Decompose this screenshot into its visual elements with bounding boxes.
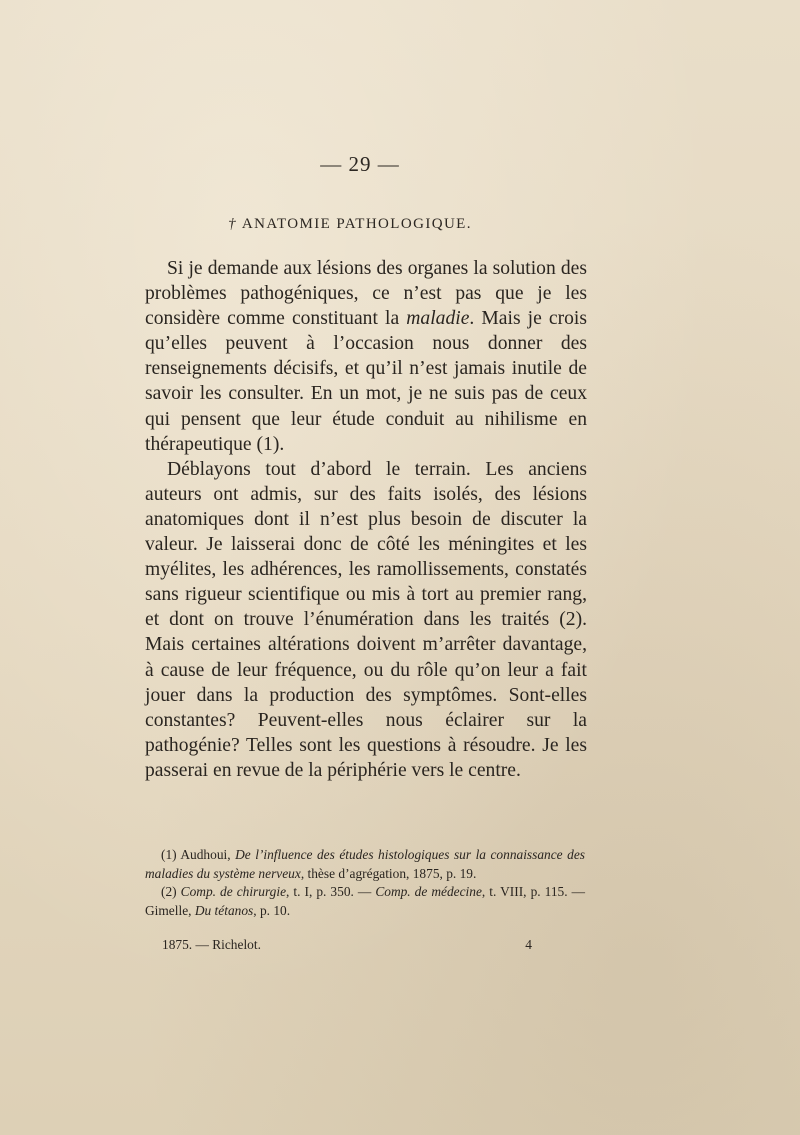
section-heading-text: ANATOMIE PATHOLOGIQUE. <box>241 216 472 232</box>
italic-run: maladie <box>406 308 470 330</box>
paragraph <box>145 256 587 457</box>
italic-run: Du tétanos <box>194 902 254 918</box>
text-run: , thèse d’agrégation, 1875, p. 19. <box>300 865 477 881</box>
footnote <box>145 883 585 920</box>
text-run: . Mais je crois qu’elles peuvent à l’occasion nous donner des renseignements décisifs, et qu’il n’est jamais inutile de savoir les consulter. En un mot, je ne suis pas de ceux qui pensent que leur étude conduit au nihilisme en thérapeutique (1). <box>145 308 587 455</box>
text-run: , t. VIII, p. 115. — Gimelle, <box>145 884 585 918</box>
italic-run: Comp. de médecine <box>375 884 482 899</box>
text-run: , p. 10. <box>253 902 291 918</box>
italic-run: Comp. de chirurgie <box>180 884 287 899</box>
text-run: (1) Audhoui, <box>161 847 236 862</box>
section-heading <box>0 216 700 233</box>
footnotes <box>145 846 585 920</box>
page-number: — 29 — <box>320 152 400 176</box>
text-run: Si je demande aux lésions des organes la solution des problèmes pathogéniques, ce n’est pas que je les considère comme constituant la <box>145 258 587 330</box>
italic-run: De l’influence des études histologiques sur la connaissance des maladies du système nerveux <box>145 847 585 881</box>
signature-label: 1875. — Richelot. <box>162 937 261 952</box>
body-text <box>145 256 587 783</box>
text-run: (2) <box>161 884 181 899</box>
signature-line <box>162 937 532 953</box>
signature-number: 4 <box>525 937 532 952</box>
text-run: , t. I, p. 350. — <box>286 884 376 899</box>
handwritten-mark-icon: † <box>228 216 236 232</box>
paragraph <box>145 457 587 783</box>
text-run: Déblayons tout d’abord le terrain. Les anciens auteurs ont admis, sur des faits isolés, des lésions anatomiques dont il n’est plus besoin de discuter la valeur. Je laisserai donc de côté les méningites et les myélites, les adhérences, les ramollissements, constatés sans rigueur scientifique ou mis à tort au premier rang, et dont on trouve l’énumération dans les traités (2). Mais certaines altérations doivent m’arrêter davantage, à cause de leur fréquence, ou du rôle qu’on leur a fait jouer dans la production des symptômes. Sont-elles constantes? Peuvent-elles nous éclairer sur la pathogénie? Telles sont les questions à résoudre. Je les passerai en revue de la périphérie vers le centre. <box>145 458 587 781</box>
footnote <box>145 846 585 883</box>
